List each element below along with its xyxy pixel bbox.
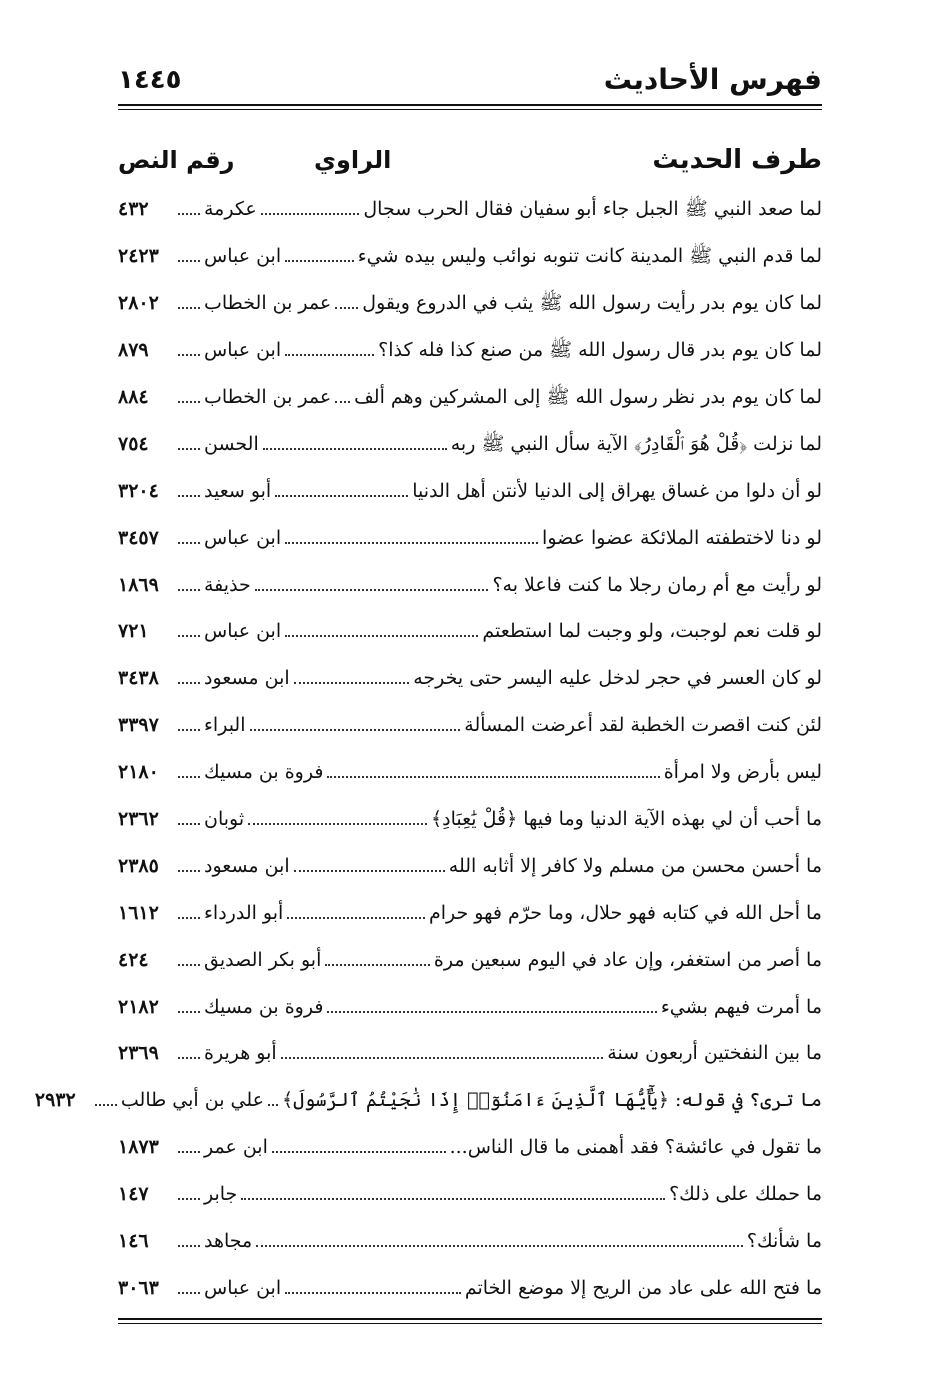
narrator-name: ابن مسعود [204,667,290,690]
dot-leader [255,589,489,591]
dot-leader [263,448,447,450]
dot-leader [325,964,430,966]
dot-leader [178,354,200,356]
dot-leader [272,1151,446,1153]
hadith-incipit: ما تقول في عائشة؟ فقد أهمنى ما قال الناس... [449,1136,822,1159]
dot-leader [178,401,200,403]
index-entry [118,233,822,280]
narrator-name: أبو بكر الصديق [204,948,322,971]
dot-leader [275,495,408,497]
hadith-incipit: ما أحسن محسن من مسلم ولا كافر إلا أثابه الله [448,854,822,877]
index-entry [118,280,822,327]
narrator-name: جابر [204,1183,238,1206]
dot-leader [178,682,200,684]
hadith-incipit: لو أن دلوا من غساق يهراق إلى الدنيا لأنتن أهل الدنيا [412,479,822,502]
dot-leader [241,1198,665,1200]
dot-leader [285,542,538,544]
text-number: ٢٩٣٢ [34,1089,76,1112]
text-number: ٢٣٨٥ [118,854,159,877]
dot-leader [281,1057,604,1059]
hadith-incipit: لما قدم النبي ﷺ المدينة كانت تنوبه نوائب وليس بيده شيء [357,245,822,268]
narrator-name: ابن عباس [204,245,282,268]
dot-leader [178,307,200,309]
hadith-incipit: ما أمرت فيهم بشيء [660,995,822,1018]
index-entry [118,1124,822,1171]
text-number: ٧٥٤ [118,432,149,455]
index-entry [118,889,822,936]
dot-leader [178,495,200,497]
dot-leader [178,1245,200,1247]
hadith-incipit: لو دنا لاختطفته الملائكة عضوا عضوا [542,526,822,549]
narrator-name: ثوبان [204,808,245,831]
text-number: ٣٠٦٣ [118,1276,159,1299]
index-entry [118,561,822,608]
text-number: ٢٣٦٢ [118,808,159,831]
text-number: ٣٤٥٧ [118,526,159,549]
narrator-name: ابن عمر [204,1136,268,1159]
narrator-name: عمر بن الخطاب [204,386,332,408]
dot-leader [178,1151,200,1153]
dot-leader [327,1011,656,1013]
index-entry [118,936,822,983]
text-number: ٣٢٠٤ [118,479,159,502]
narrator-name: البراء [204,714,246,737]
hadith-incipit: ما حملك على ذلك؟ [669,1183,822,1206]
footer-rule-thin [118,1323,822,1324]
text-number: ١٤٦ [118,1230,149,1253]
index-entry [118,608,822,655]
index-entry [118,983,822,1030]
dot-leader [287,917,425,919]
dot-leader [261,213,360,215]
narrator-name: ابن عباس [204,526,282,549]
narrator-name: أبو سعيد [204,479,272,502]
dot-leader [178,1057,200,1059]
hadith-incipit: ما أصر من استغفر، وإن عاد في اليوم سبعين مرة [433,948,822,971]
running-title: فهرس الأحاديث [603,63,822,96]
narrator-name: علي بن أبي طالب [120,1089,264,1112]
narrator-name: ابن عباس [204,339,282,362]
header-rule-thin [118,109,822,110]
dot-leader [268,1104,278,1106]
dot-leader [178,870,200,872]
hadith-incipit: لو كان العسر في حجر لدخل عليه اليسر حتى يخرجه [413,667,822,690]
page-number: ١٤٤٥ [118,65,182,95]
narrator-name: ابن عباس [204,620,282,643]
dot-leader [178,589,200,591]
index-entry [118,420,822,467]
text-number: ٢١٨٠ [118,761,159,784]
column-header-narrator: الراوي [314,146,392,174]
index-entry [118,1030,822,1077]
narrator-name: فروة بن مسيك [204,761,324,784]
text-number: ٣٣٩٧ [118,714,159,737]
hadith-incipit: ما أحل الله في كتابه فهو حلال، وما حرّم فهو حرام [428,901,822,924]
dot-leader [178,823,200,825]
dot-leader [178,448,200,450]
hadith-incipit: لما كان يوم بدر نظر رسول الله ﷺ إلى المشركين وهم ألف [354,386,822,408]
dot-leader [178,776,200,778]
text-number: ٧٢١ [118,620,149,643]
index-entry [118,842,822,889]
dot-leader [285,260,354,262]
dot-leader [178,542,200,544]
narrator-name: عكرمة [204,198,257,221]
index-entry [118,374,822,421]
dot-leader [178,213,200,215]
dot-leader [250,729,461,731]
dot-leader [178,964,200,966]
index-entry [118,1218,822,1265]
text-number: ٨٧٩ [118,339,149,362]
hadith-incipit: لئن كنت اقصرت الخطبة لقد أعرضت المسألة [464,714,822,737]
text-number: ٨٨٤ [118,386,149,408]
narrator-name: الحسن [204,432,259,455]
narrator-name: ابن عباس [204,1276,282,1299]
index-entry [118,467,822,514]
dot-leader [248,823,427,825]
dot-leader [256,1245,743,1247]
index-entry [118,749,822,796]
index-entry [118,655,822,702]
column-headers [118,142,822,182]
text-number: ٣٤٣٨ [118,667,159,690]
text-number: ٢٣٦٩ [118,1042,159,1065]
dot-leader [327,776,659,778]
index-entry [118,1264,822,1311]
hadith-incipit: لما نزلت ﴿قُلْ هُوَ ٱلْقَادِرُ﴾ الآية سأل النبي ﷺ ربه [450,432,822,455]
index-entry [34,1077,822,1124]
dot-leader [178,635,200,637]
index-entry [118,702,822,749]
index-entry [118,796,822,843]
narrator-name: ابن مسعود [204,854,290,877]
index-entry [118,514,822,561]
column-header-hadith: طرف الحديث [652,145,822,175]
narrator-name: فروة بن مسيك [204,995,324,1018]
hadith-incipit: لما كان يوم بدر رأيت رسول الله ﷺ يثب في الدروع ويقول [362,292,822,315]
hadith-incipit: لو قلت نعم لوجبت، ولو وجبت لما استطعتم [482,620,822,643]
column-header-number: رقم النص [118,146,235,174]
index-entry [118,186,822,233]
narrator-name: حذيفة [204,573,251,596]
dot-leader [178,1292,200,1294]
dot-leader [95,1104,117,1106]
dot-leader [178,729,200,731]
hadith-incipit: ما أحب أن لي بهذه الآية الدنيا وما فيها ﴿قُلْ يَٰعِبَادِ﴾ [431,808,822,831]
hadith-incipit: ما ترى؟ في قوله: ﴿يَٰٓأَيُّهَا ٱلَّذِينَ ءَامَنُوٓا۟ إِذَا نَٰجَيْتُمُ ٱلرَّسُولَ﴾ [281,1089,822,1112]
dot-leader [178,1011,200,1013]
running-header [118,62,822,102]
dot-leader [178,917,200,919]
hadith-incipit: ليس بأرض ولا امرأة [663,761,822,784]
narrator-name: أبو هريرة [204,1042,277,1065]
index-entry [118,327,822,374]
footer-rule [118,1318,822,1320]
hadith-index-list [34,186,822,1311]
index-entry [118,1171,822,1218]
text-number: ٢٨٠٢ [118,292,159,315]
text-number: ٤٣٢ [118,198,149,221]
dot-leader [178,260,200,262]
hadith-incipit: ما شأنك؟ [746,1230,822,1253]
dot-leader [294,870,445,872]
text-number: ١٦١٢ [118,901,159,924]
narrator-name: مجاهد [204,1230,253,1253]
hadith-incipit: لما كان يوم بدر قال رسول الله ﷺ من صنع كذا فله كذا؟ [378,339,822,362]
header-rule [118,104,822,106]
text-number: ٢٤٢٣ [118,245,159,268]
dot-leader [335,307,358,309]
text-number: ١٤٧ [118,1183,149,1206]
text-number: ١٨٧٣ [118,1136,159,1159]
hadith-incipit: لو رأيت مع أم رمان رجلا ما كنت فاعلا به؟ [492,573,822,596]
narrator-name: عمر بن الخطاب [204,292,332,315]
text-number: ٤٢٤ [118,948,149,971]
narrator-name: أبو الدرداء [204,901,284,924]
text-number: ١٨٦٩ [118,573,159,596]
dot-leader [285,1292,461,1294]
dot-leader [294,682,410,684]
dot-leader [285,354,374,356]
dot-leader [335,401,350,403]
dot-leader [285,635,478,637]
hadith-incipit: ما بين النفختين أربعون سنة [607,1042,822,1065]
text-number: ٢١٨٢ [118,995,159,1018]
hadith-incipit: ما فتح الله على عاد من الريح إلا موضع الخاتم [464,1276,822,1299]
hadith-incipit: لما صعد النبي ﷺ الجبل جاء أبو سفيان فقال الحرب سجال [363,198,822,221]
dot-leader [178,1198,200,1200]
